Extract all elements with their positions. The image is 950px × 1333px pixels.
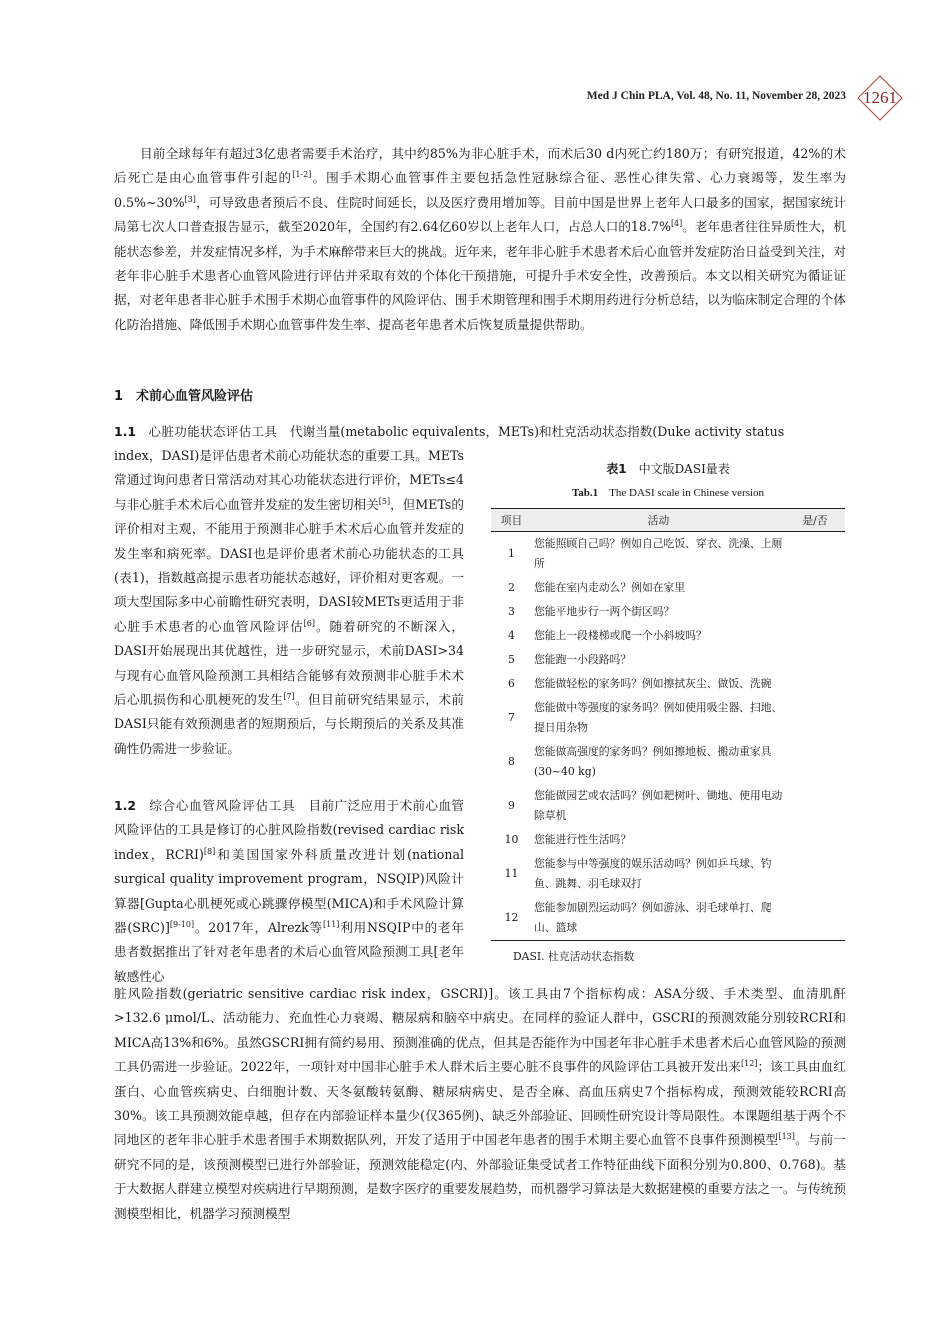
page-number-badge bbox=[857, 75, 903, 121]
subsection-title: 心脏功能状态评估工具 bbox=[148, 424, 278, 439]
citation[interactable]: [6] bbox=[303, 618, 315, 628]
row-number: 7 bbox=[508, 711, 515, 724]
row-number: 8 bbox=[508, 755, 515, 768]
row-number: 11 bbox=[504, 867, 519, 880]
yes-no-cell bbox=[785, 896, 845, 941]
citation[interactable]: [5] bbox=[378, 496, 391, 506]
column-header: 活动 bbox=[532, 509, 785, 532]
activity-cell: 您能进行性生活吗？ bbox=[533, 833, 632, 846]
row-number: 6 bbox=[508, 677, 515, 690]
yes-no-cell bbox=[785, 784, 845, 828]
activity-cell: 您能上一段楼梯或爬一个小斜坡吗？ bbox=[533, 629, 707, 642]
table-row bbox=[491, 648, 845, 672]
table-row bbox=[491, 740, 845, 784]
table-title-en: Tab.1 The DASI scale in Chinese version bbox=[571, 487, 765, 499]
table-1 bbox=[491, 458, 845, 964]
activity-cell: 您能做高强度的家务吗？例如擦地板、搬动重家具(30~40 kg) bbox=[533, 745, 772, 778]
intro-paragraph: 目前全球每年有超过3亿患者需要手术治疗，其中约85%为非心脏手术，而术后30 d内死亡约180万；有研究报道，42%的术后死亡是由心血管事件引起的[1-2]。围手术期心血管事件主要包括急性冠脉综合征、恶性心律失常、心力衰竭等，发生率为0.5%~30%[3]，可导致患者预后不良、住院时间延长，以及医疗费用增加等。目前中国是世界上老年人口最多的国家，据国家统计局第七次人口普查报告显示，截至2020年，全国约有2.64亿60岁以上老年人口，占总人口的18.7%[4]。老年患者往往异质性大，机能状态参差，并发症情况多样，为手术麻醉带来巨大的挑战。近年来，老年非心脏手术患者术后心血管并发症防治日益受到关注，对老年非心脏手术患者心血管风险进行评估并采取有效的个体化干预措施，可提升手术安全性，改善预后。本文以相关研究为循证证据，对老年患者非心脏手术围手术期心血管事件的风险评估、围手术期管理和围手术期用药进行分析总结，以为临床制定合理的个体化防治措施、降低围手术期心血管事件发生率、提高老年患者术后恢复质量提供帮助。 bbox=[114, 146, 847, 332]
activity-cell: 您能做中等强度的家务吗？例如使用吸尘器、扫地、提日用杂物 bbox=[533, 701, 783, 734]
citation[interactable]: [11] bbox=[323, 920, 340, 930]
citation[interactable]: [9-10] bbox=[169, 920, 195, 930]
section-heading: 1 术前心血管风险评估 bbox=[114, 389, 254, 404]
activity-cell: 您能跑一小段路吗？ bbox=[533, 653, 632, 666]
row-number: 2 bbox=[508, 581, 515, 594]
row-number: 4 bbox=[508, 629, 515, 642]
citation[interactable]: [12] bbox=[741, 1059, 758, 1069]
row-number: 12 bbox=[491, 896, 532, 941]
row-number: 9 bbox=[508, 799, 515, 812]
activity-cell: 您能做轻松的家务吗？例如擦拭灰尘、做饭、洗碗 bbox=[533, 677, 772, 690]
yes-no-cell bbox=[785, 852, 845, 896]
yes-no-cell bbox=[785, 532, 845, 577]
subsection-title: 综合心血管风险评估工具 bbox=[149, 798, 296, 813]
yes-no-cell bbox=[785, 828, 845, 852]
row-number: 3 bbox=[508, 605, 515, 618]
column-header: 是/否 bbox=[785, 509, 845, 532]
citation[interactable]: [13] bbox=[778, 1132, 795, 1142]
table-row bbox=[491, 576, 845, 600]
table-row bbox=[491, 624, 845, 648]
column-header: 项目 bbox=[491, 509, 532, 532]
activity-cell: 您能照顾自己吗？例如自己吃饭、穿衣、洗澡、上厕所 bbox=[533, 537, 783, 570]
table-row bbox=[491, 828, 845, 852]
journal-header: Med J Chin PLA, Vol. 48, No. 11, November 28, 2023 bbox=[586, 90, 846, 102]
dasi-table bbox=[491, 508, 845, 941]
table-title-cn: 表1 中文版DASI量表 bbox=[606, 462, 730, 476]
citation[interactable]: [8] bbox=[203, 846, 216, 856]
row-number: 5 bbox=[508, 653, 515, 666]
activity-cell: 您能参加剧烈运动吗？例如游泳、羽毛球单打、爬山、篮球 bbox=[532, 896, 785, 941]
yes-no-cell bbox=[785, 600, 845, 624]
subsection-1-2-continued: 脏风险指数(geriatric sensitive cardiac risk index，GSCRI)]。该工具由7个指标构成：ASA分级、手术类型、血清肌酐>132.6 μmol/L、活动能力、充血性心力衰竭、糖尿病和脑卒中病史。在同样的验证人群中，GSCRI的预测效能分别较RCRI和MICA高13%和6%。虽然GSCRI拥有简约易用、预测准确的优点，但其是否能作为中国老年非心脏手术患者术后心血管风险的预测工具仍需进一步验证。2022年，一项针对中国非心脏手术人群术后主要心脏不良事件的风险评估工具被开发出来[12]；该工具由血红蛋白、心血管疾病史、白细胞计数、天冬氨酸转氨酶、糖尿病病史、是否全麻、高血压病史7个指标构成，预测效能较RCRI高30%。该工具预测效能卓越，但存在内部验证样本量少(仅365例)、缺乏外部验证、回顾性研究设计等局限性。本课题组基于两个不同地区的老年非心脏手术患者围手术期数据队列，开发了适用于中国老年患者的围手术期主要心血管不良事件预测模型[13]。与前一研究不同的是，该预测模型已进行外部验证，预测效能稳定(内、外部验证集受试者工作特征曲线下面积分别为0.800、0.768)。基于大数据人群建立模型对疾病进行早期预测，是数字医疗的重要发展趋势，而机器学习算法是大数据建模的重要方法之一。与传统预测模型相比，机器学习预测模型 bbox=[114, 986, 847, 1221]
row-number: 1 bbox=[508, 547, 515, 560]
subsection-number: 1.2 bbox=[114, 798, 136, 813]
page-number: 1261 bbox=[863, 88, 897, 107]
table-row bbox=[491, 696, 845, 740]
subsection-number: 1.1 bbox=[114, 424, 136, 439]
subsection-1-1-body: index，DASI)是评估患者术前心功能状态的重要工具。METs常通过询问患者日常活动对其心功能状态进行评价，METs≤4与非心脏手术术后心血管并发症的发生密切相关[5]，但METs的评价相对主观，不能用于预测非心脏手术术后心血管并发症的发生率和病死率。DASI也是评价患者术前心功能状态的工具(表1)，指数越高提示患者功能状态越好，评价相对更客观。一项大型国际多中心前瞻性研究表明，DASI较METs更适用于非心脏手术患者的心血管风险评估[6]。随着研究的不断深入，DASI开始展现出其优越性，进一步研究显示，术前DASI>34与现有心血管风险预测工具相结合能够有效预测非心脏手术术后心肌损伤和心肌梗死的发生[7]。但目前研究结果显示，术前DASI只能有效预测患者的短期预后，与长期预后的关系及其准确性仍需进一步验证。 bbox=[114, 448, 465, 756]
yes-no-cell bbox=[785, 696, 845, 740]
yes-no-cell bbox=[785, 576, 845, 600]
row-number: 10 bbox=[504, 833, 519, 846]
activity-cell: 您能参与中等强度的娱乐活动吗？例如乒乓球、钓鱼、跳舞、羽毛球双打 bbox=[533, 857, 772, 890]
citation[interactable]: [3] bbox=[184, 194, 196, 204]
table-row bbox=[491, 784, 845, 828]
table-row bbox=[491, 852, 845, 896]
table-row bbox=[491, 896, 845, 941]
yes-no-cell bbox=[785, 648, 845, 672]
citation[interactable]: [4] bbox=[670, 219, 683, 229]
activity-cell: 您能平地步行一两个街区吗？ bbox=[533, 605, 675, 618]
table-row bbox=[491, 672, 845, 696]
yes-no-cell bbox=[785, 624, 845, 648]
table-row bbox=[491, 532, 845, 577]
table-row bbox=[491, 600, 845, 624]
table-footnote: DASI. 杜克活动状态指数 bbox=[513, 950, 635, 963]
activity-cell: 您能在室内走动么？例如在家里 bbox=[533, 581, 686, 594]
subsection-1-1-lead: 1.1 心脏功能状态评估工具 代谢当量(metabolic equivalents，METs)和杜克活动状态指数(Duke activity status bbox=[114, 424, 785, 439]
activity-cell: 您能做园艺或农活吗？例如耙树叶、锄地、使用电动除草机 bbox=[533, 789, 783, 822]
yes-no-cell bbox=[785, 672, 845, 696]
subsection-1-2-body: 1.2 综合心血管风险评估工具 目前广泛应用于术前心血管风险评估的工具是修订的心脏风险指数(revised cardiac risk index，RCRI)[8]和美国国家外科质量改进计划(national surgical quality improvement program，NSQIP)风险计算器[Gupta心肌梗死或心跳骤停模型(MICA)和手术风险计算器(SRC)][9-10]。2017年，Alrezk等[11]利用NSQIP中的老年患者数据推出了针对老年患者的术后心血管风险预测工具[老年敏感性心 bbox=[114, 798, 465, 984]
table-header-row bbox=[491, 509, 845, 532]
citation[interactable]: [1-2] bbox=[292, 170, 312, 180]
citation[interactable]: [7] bbox=[283, 692, 295, 702]
yes-no-cell bbox=[785, 740, 845, 784]
